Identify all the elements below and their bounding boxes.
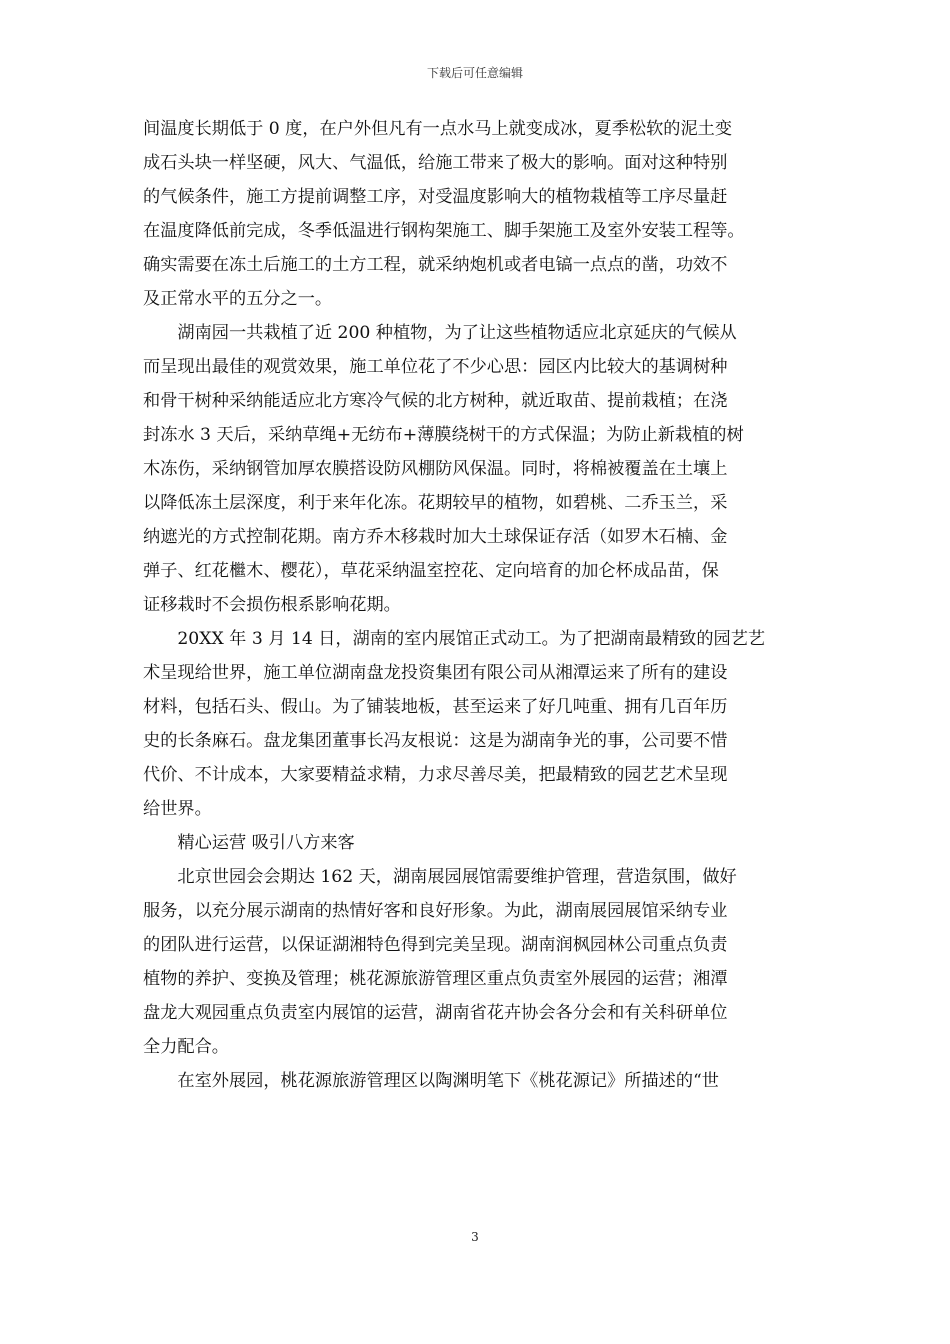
text-line: 史的长条麻石。盘龙集团董事长冯友根说：这是为湖南争光的事，公司要不惜	[143, 731, 728, 751]
text-line: 木冻伤，采纳钢管加厚农膜搭设防风棚防风保温。同时，将棉被覆盖在土壤上	[143, 459, 728, 479]
text-line: 确实需要在冻土后施工的土方工程，就采纳炮机或者电镐一点点的凿，功效不	[143, 255, 728, 275]
text-line: 代价、不计成本，大家要精益求精，力求尽善尽美，把最精致的园艺艺术呈现	[143, 765, 728, 785]
text-line: 植物的养护、变换及管理；桃花源旅游管理区重点负责室外展园的运营；湘潭	[143, 969, 728, 989]
text-line: 间温度长期低于 0 度，在户外但凡有一点水马上就变成冰，夏季松软的泥土变	[143, 119, 733, 139]
text-line: 的团队进行运营，以保证湖湘特色得到完美呈现。湖南润枫园林公司重点负责	[143, 935, 728, 955]
text-line: 成石头块一样坚硬，风大、气温低，给施工带来了极大的影响。面对这种特别	[143, 153, 728, 173]
page-number: 3	[471, 1230, 479, 1244]
text-line: 封冻水 3 天后，采纳草绳+无纺布+薄膜绕树干的方式保温；为防止新栽植的树	[143, 425, 744, 445]
text-line: 全力配合。	[143, 1037, 229, 1057]
text-line: 盘龙大观园重点负责室内展馆的运营，湖南省花卉协会各分会和有关科研单位	[143, 1003, 728, 1023]
text-line: 精心运营 吸引八方来客	[143, 833, 355, 853]
text-line: 北京世园会会期达 162 天，湖南展园展馆需要维护管理，营造氛围，做好	[143, 867, 737, 887]
text-line: 而呈现出最佳的观赏效果，施工单位花了不少心思：园区内比较大的基调树种	[143, 357, 728, 377]
text-line: 在室外展园，桃花源旅游管理区以陶渊明笔下《桃花源记》所描述的“世	[143, 1071, 719, 1091]
page-header: 下载后可任意编辑	[426, 66, 523, 80]
text-line: 在温度降低前完成，冬季低温进行钢构架施工、脚手架施工及室外安装工程等。	[143, 221, 745, 241]
text-line: 给世界。	[143, 799, 212, 819]
text-line: 20XX 年 3 月 14 日，湖南的室内展馆正式动工。为了把湖南最精致的园艺艺	[143, 629, 766, 649]
text-line: 的气候条件，施工方提前调整工序，对受温度影响大的植物栽植等工序尽量赶	[143, 187, 728, 207]
text-line: 及正常水平的五分之一。	[143, 289, 333, 309]
document-body	[143, 112, 813, 1098]
text-line: 纳遮光的方式控制花期。南方乔木移栽时加大土球保证存活（如罗木石楠、金	[143, 527, 728, 547]
text-line: 证移栽时不会损伤根系影响花期。	[143, 595, 401, 615]
text-line: 术呈现给世界，施工单位湖南盘龙投资集团有限公司从湘潭运来了所有的建设	[143, 663, 728, 683]
text-line: 服务，以充分展示湖南的热情好客和良好形象。为此，湖南展园展馆采纳专业	[143, 901, 728, 921]
text-line: 和骨干树种采纳能适应北方寒冷气候的北方树种，就近取苗、提前栽植；在浇	[143, 391, 728, 411]
text-line: 以降低冻土层深度，利于来年化冻。花期较早的植物，如碧桃、二乔玉兰，采	[143, 493, 728, 513]
text-line: 湖南园一共栽植了近 200 种植物，为了让这些植物适应北京延庆的气候从	[143, 323, 737, 343]
text-line: 材料，包括石头、假山。为了铺装地板，甚至运来了好几吨重、拥有几百年历	[143, 697, 728, 717]
text-line: 弹子、红花檵木、樱花），草花采纳温室控花、定向培育的加仑杯成品苗，保	[143, 561, 719, 581]
